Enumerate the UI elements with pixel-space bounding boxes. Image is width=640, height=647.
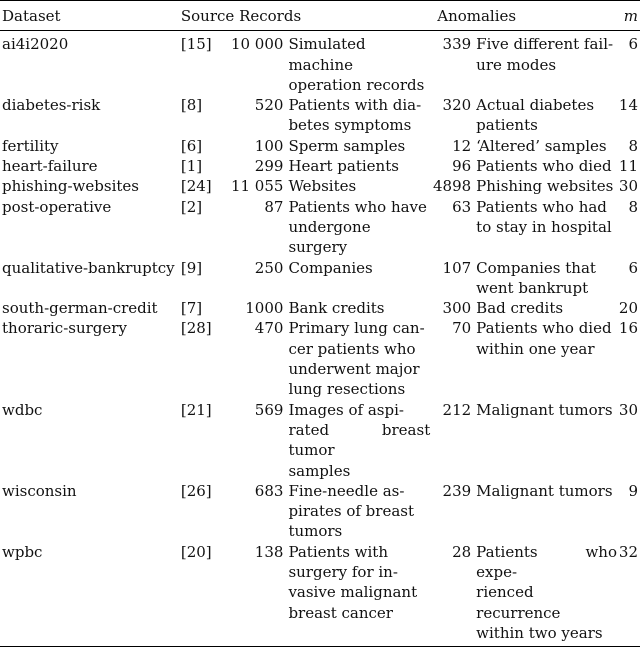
records-description-line: Images of aspi- xyxy=(288,400,404,419)
anomalies-description xyxy=(474,197,617,258)
anomalies-description-line: rienced recurrence xyxy=(476,583,561,622)
header-source: Source xyxy=(180,7,235,25)
anomalies-description xyxy=(474,31,617,95)
records-description-line: Patients who have xyxy=(288,197,427,216)
source-ref: [9] xyxy=(180,258,203,277)
m-value: 16 xyxy=(618,319,638,338)
m-value: 8 xyxy=(628,136,638,155)
anomalies-description-line: Malignant tumors xyxy=(476,481,613,500)
anomalies-description-line: Patients who had xyxy=(476,197,607,216)
records-description-line: operation records xyxy=(288,75,425,94)
records-description-line: cer patients who xyxy=(288,339,416,358)
records-description-line: breast cancer xyxy=(288,603,393,622)
records-description xyxy=(286,258,430,299)
records-count: 10 000 xyxy=(230,35,284,54)
records-description-line: Fine-needle as- xyxy=(288,481,405,500)
records-description-line: underwent major xyxy=(288,360,420,379)
records-description-line: Simulated machine xyxy=(288,35,366,74)
records-description xyxy=(286,542,430,647)
dataset-name: wisconsin xyxy=(2,481,77,500)
records-description-line: vasive malignant xyxy=(288,583,418,602)
records-description-line: Companies xyxy=(288,258,373,277)
m-value: 9 xyxy=(628,481,638,500)
records-count: 87 xyxy=(264,197,284,216)
records-count: 11 055 xyxy=(230,177,284,196)
records-description xyxy=(286,31,430,95)
source-ref: [28] xyxy=(180,319,212,338)
anomalies-description-line: Companies that xyxy=(476,258,596,277)
anomalies-count: 320 xyxy=(442,96,472,115)
header-row xyxy=(0,1,640,31)
records-count: 470 xyxy=(254,319,284,338)
anomalies-description xyxy=(474,156,617,176)
table-row xyxy=(0,298,640,318)
records-description-line: Heart patients xyxy=(288,157,399,176)
header-dataset: Dataset xyxy=(2,7,61,25)
anomalies-description-line: Bad credits xyxy=(476,299,564,318)
m-value: 30 xyxy=(618,177,638,196)
records-count: 100 xyxy=(254,136,284,155)
table-row xyxy=(0,31,640,95)
anomalies-description-line: went bankrupt xyxy=(476,278,589,297)
anomalies-count: 239 xyxy=(442,481,472,500)
records-description-line: betes symptoms xyxy=(288,116,412,135)
header-m: m xyxy=(623,7,638,25)
records-count: 138 xyxy=(254,542,284,561)
anomalies-description-line: within one year xyxy=(476,339,595,358)
source-ref: [7] xyxy=(180,299,203,318)
records-description-line: pirates of breast xyxy=(288,502,414,521)
header-records: Records xyxy=(239,7,302,25)
anomalies-count: 339 xyxy=(442,35,472,54)
anomalies-description-line: Malignant tumors xyxy=(476,400,613,419)
records-description-line: undergone surgery xyxy=(288,217,371,257)
dataset-name: diabetes-risk xyxy=(2,96,101,115)
anomalies-description-line: to stay in hospital xyxy=(476,217,612,236)
anomalies-description xyxy=(474,542,617,647)
table-body xyxy=(0,31,640,647)
anomalies-description xyxy=(474,95,617,136)
anomalies-description xyxy=(474,176,617,196)
records-description-line: Bank credits xyxy=(288,299,385,318)
anomalies-count: 70 xyxy=(452,319,472,338)
dataset-name: qualitative-bankruptcy xyxy=(2,258,175,277)
anomalies-count: 4898 xyxy=(432,177,472,196)
records-count: 683 xyxy=(254,481,284,500)
dataset-name: phishing-websites xyxy=(2,177,139,196)
dataset-name: thoraric-surgery xyxy=(2,319,127,338)
records-description-line: samples xyxy=(288,461,351,480)
table-row xyxy=(0,156,640,176)
dataset-name: post-operative xyxy=(2,197,112,216)
records-description xyxy=(286,481,430,542)
anomalies-description-line: within two years xyxy=(476,623,603,642)
source-ref: [21] xyxy=(180,400,212,419)
anomalies-description-line: ‘Altered’ samples xyxy=(476,136,607,155)
m-value: 32 xyxy=(618,542,638,561)
header-source-records xyxy=(181,1,430,31)
dataset-name: south-german-credit xyxy=(2,299,158,318)
table-row xyxy=(0,542,640,647)
dataset-name: heart-failure xyxy=(2,157,98,176)
records-description xyxy=(286,400,430,481)
m-value: 14 xyxy=(618,96,638,115)
table-row xyxy=(0,258,640,299)
source-ref: [8] xyxy=(180,96,203,115)
anomalies-count: 63 xyxy=(452,197,472,216)
source-ref: [26] xyxy=(180,481,212,500)
records-count: 250 xyxy=(254,258,284,277)
anomalies-description xyxy=(474,298,617,318)
anomalies-description xyxy=(474,481,617,542)
anomalies-count: 107 xyxy=(442,258,472,277)
dataset-name: wdbc xyxy=(2,400,43,419)
source-ref: [1] xyxy=(180,157,203,176)
m-value: 30 xyxy=(618,400,638,419)
table-row xyxy=(0,136,640,156)
anomalies-count: 96 xyxy=(452,157,472,176)
anomalies-description xyxy=(474,400,617,481)
table-header xyxy=(0,1,640,31)
records-description xyxy=(286,318,430,399)
anomalies-description-line: Patients who died xyxy=(476,319,612,338)
anomalies-count: 28 xyxy=(452,542,472,561)
records-description xyxy=(286,156,430,176)
records-count: 520 xyxy=(254,96,284,115)
records-count: 299 xyxy=(254,157,284,176)
anomalies-count: 300 xyxy=(442,299,472,318)
records-count: 1000 xyxy=(245,299,284,318)
table-row xyxy=(0,400,640,481)
records-description-line: lung resections xyxy=(288,380,406,399)
anomalies-description-line: Five different fail- xyxy=(476,35,614,54)
m-value: 11 xyxy=(618,157,638,176)
anomalies-description-line: Phishing websites xyxy=(476,177,614,196)
m-value: 8 xyxy=(628,197,638,216)
dataset-name: fertility xyxy=(2,136,59,155)
records-description-line: Sperm samples xyxy=(288,136,406,155)
anomalies-description-line: Patients who expe- xyxy=(476,542,617,582)
anomalies-description-line: Actual diabetes xyxy=(476,96,595,115)
records-description-line: Patients with dia- xyxy=(288,96,422,115)
records-description xyxy=(286,136,430,156)
dataset-name: wpbc xyxy=(2,542,43,561)
anomalies-description xyxy=(474,136,617,156)
m-value: 6 xyxy=(628,258,638,277)
source-ref: [2] xyxy=(180,197,203,216)
m-value: 6 xyxy=(628,35,638,54)
records-description xyxy=(286,197,430,258)
source-ref: [24] xyxy=(180,177,212,196)
table-row xyxy=(0,197,640,258)
records-description-line: tumors xyxy=(288,522,343,541)
anomalies-description xyxy=(474,258,617,299)
source-ref: [6] xyxy=(180,136,203,155)
records-description-line: Websites xyxy=(288,177,357,196)
records-description-line: rated breast tumor xyxy=(288,420,431,460)
records-description-line: surgery for in- xyxy=(288,563,398,582)
anomalies-description xyxy=(474,318,617,399)
anomalies-description-line: Patients who died xyxy=(476,157,612,176)
records-description xyxy=(286,95,430,136)
source-ref: [20] xyxy=(180,542,212,561)
records-description xyxy=(286,176,430,196)
dataset-name: ai4i2020 xyxy=(2,35,69,54)
table-row xyxy=(0,95,640,136)
anomalies-count: 12 xyxy=(452,136,472,155)
records-count: 569 xyxy=(254,400,284,419)
table-row xyxy=(0,176,640,196)
source-ref: [15] xyxy=(180,35,212,54)
table-row xyxy=(0,481,640,542)
records-description xyxy=(286,298,430,318)
table-row xyxy=(0,318,640,399)
anomalies-description-line: patients xyxy=(476,116,538,135)
records-description-line: Patients with xyxy=(288,542,388,561)
anomalies-description-line: ure modes xyxy=(476,55,557,74)
records-description-line: Primary lung can- xyxy=(288,319,425,338)
header-anomalies: Anomalies xyxy=(437,7,517,25)
m-value: 20 xyxy=(618,299,638,318)
anomalies-count: 212 xyxy=(442,400,472,419)
